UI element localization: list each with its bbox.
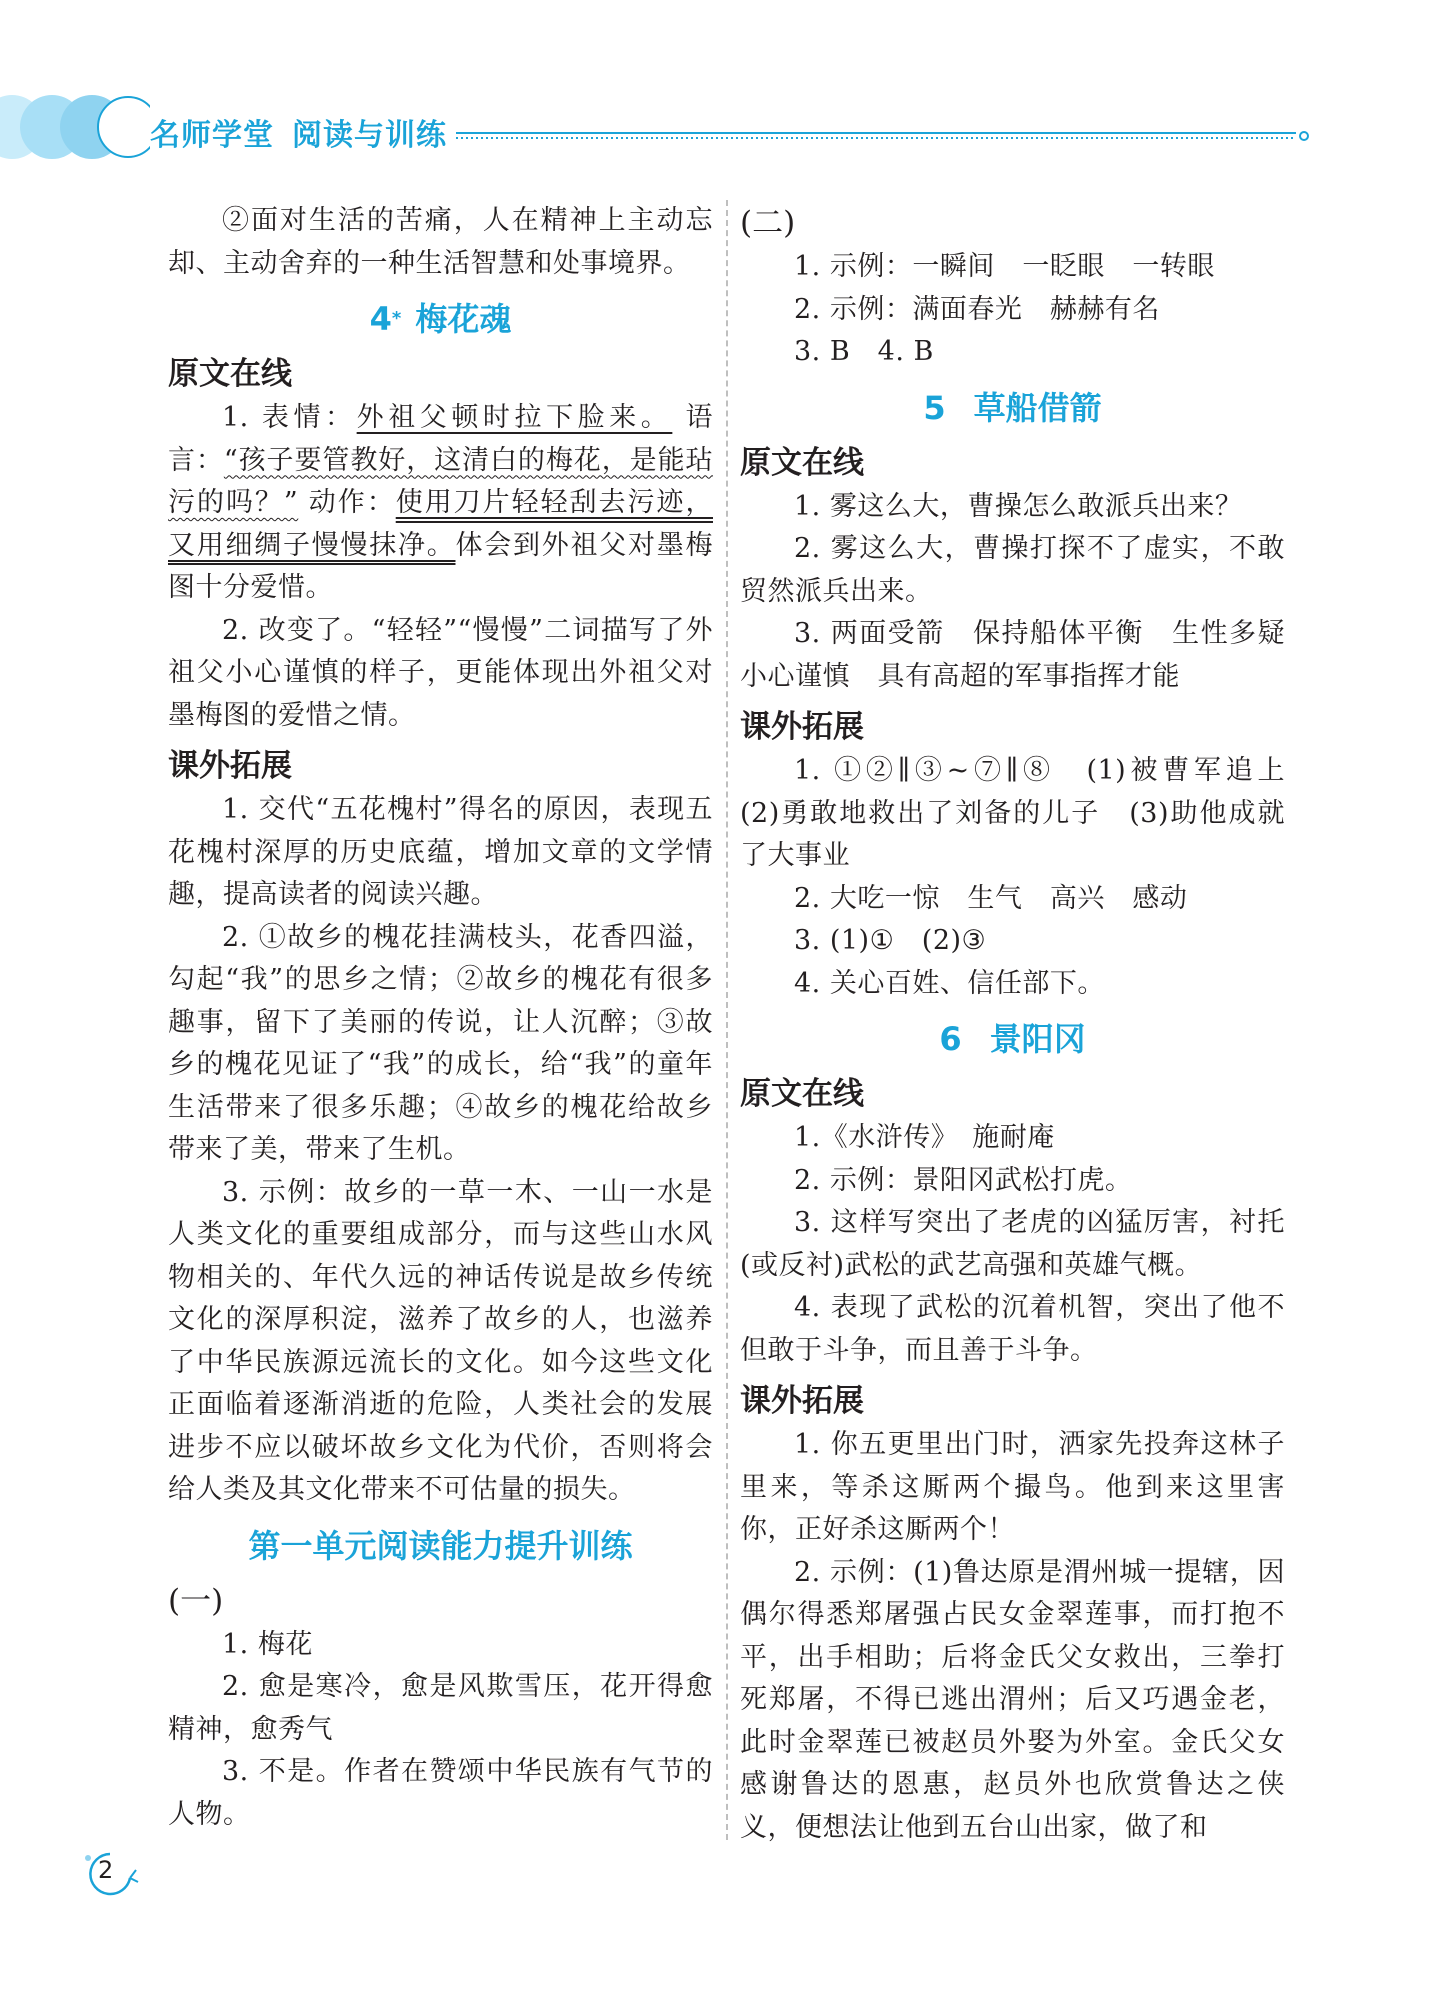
lesson-name: 梅花魂 bbox=[415, 300, 512, 338]
lesson-4-title bbox=[168, 295, 713, 343]
lesson-number: 5 bbox=[923, 388, 946, 427]
section-heading-yuanwen: 原文在线 bbox=[740, 444, 864, 481]
answer-item-2: 2. 示例：(1)鲁达原是渭州城一提辖，因偶尔得悉郑屠强占民女金翠莲事，而打抱不平，出手相助；后将金氏父女救出，三拳打死郑屠，不得已逃出渭州；后又巧遇金老，此时金翠莲已被赵员外娶为外室。金氏父女感谢鲁达的恩惠，赵员外也欣赏鲁达之侠义，便想法让他到五台山出家，做了和 bbox=[740, 1556, 1285, 1843]
answer-item-2: 2. 改变了。“轻轻”“慢慢”二词描写了外祖父小心谨慎的样子，更能体现出外祖父对墨梅图的爱惜之情。 bbox=[168, 614, 713, 731]
answer-item-2: 2. 愈是寒冷，愈是风欺雪压，花开得愈精神，愈秀气 bbox=[168, 1671, 713, 1745]
book-subtitle: 阅读与训练 bbox=[292, 118, 447, 153]
section-heading-yuanwen: 原文在线 bbox=[168, 356, 292, 392]
answer-item-1: 1. 示例：一瞬间 一眨眼 一转眼 bbox=[794, 251, 1215, 282]
wavy-underlined-language: “孩子要管教好，这清白的梅花，是能玷污的吗？” bbox=[168, 444, 714, 518]
conclusion-text: 体会到外祖父对墨梅图十分爱惜。 bbox=[168, 529, 713, 603]
section-heading-kewai: 课外拓展 bbox=[168, 748, 292, 784]
answer-item-2: 2. 大吃一惊 生气 高兴 感动 bbox=[794, 882, 1188, 914]
header-bubbles-decoration bbox=[0, 92, 150, 162]
answer-item-1: 1. 交代“五花槐村”得名的原因，表现五花槐村深厚的历史底蕴，增加文章的文学情趣，提高读者的阅读兴趣。 bbox=[168, 794, 713, 910]
label-expression: 1. 表情： bbox=[222, 402, 357, 433]
section-heading-kewai: 课外拓展 bbox=[740, 709, 864, 745]
answer-item-3-4: 3. B 4. B bbox=[794, 336, 934, 367]
answer-paragraph: ②面对生活的苦痛，人在精神上主动忘却、主动舍弃的一种生活智慧和处事境界。 bbox=[168, 205, 713, 279]
answer-item-4: 4. 关心百姓、信任部下。 bbox=[794, 967, 1105, 999]
part-heading-1: (一) bbox=[168, 1582, 224, 1619]
answer-item-3: 3. 示例：故乡的一草一木、一山一水是人类文化的重要组成部分，而与这些山水风物相关的、年代久远的神话传说是故乡传统文化的深厚积淀，滋养了故乡的人，也滋养了中华民族源远流长的文化。如今这些文化正面临着逐渐消逝的危险，人类社会的发展进步不应以破坏故乡文化为代价，否则将会给人类及其文化带来不可估量的损失。 bbox=[168, 1176, 713, 1505]
answer-item-1 bbox=[168, 397, 713, 610]
double-underlined-action: 使用刀片轻轻刮去污迹，又用细绸子慢慢抹净。 bbox=[168, 487, 713, 561]
answer-item-1: 1. 你五更里出门时，洒家先投奔这林子里来，等杀这厮两个撮鸟。他到来这里害你，正好杀这厮两个！ bbox=[740, 1429, 1285, 1545]
brand-name: 名师学堂 bbox=[150, 118, 274, 153]
lesson-name: 草船借箭 bbox=[973, 388, 1102, 427]
answer-item-3: 3. 这样写突出了老虎的凶猛厉害，衬托(或反衬)武松的武艺高强和英雄气概。 bbox=[740, 1207, 1285, 1281]
section-heading-kewai: 课外拓展 bbox=[740, 1383, 864, 1419]
page-number-badge bbox=[80, 1848, 140, 1898]
lesson-number: 4 bbox=[369, 300, 392, 338]
answer-item-2: 2. 雾这么大，曹操打探不了虚实，不敢贸然派兵出来。 bbox=[740, 533, 1285, 607]
lesson-5-title bbox=[740, 384, 1285, 432]
answer-item-2: 2. ①故乡的槐花挂满枝头，花香四溢，勾起“我”的思乡之情；②故乡的槐花有很多趣事，留下了美丽的传说，让人沉醉；③故乡的槐花见证了“我”的成长，给“我”的童年生活带来了很多乐趣；④故乡的槐花给故乡带来了美，带来了生机。 bbox=[168, 921, 713, 1165]
answer-item-1: 1.《水浒传》 施耐庵 bbox=[794, 1122, 1055, 1153]
page-number: 2 bbox=[98, 1856, 114, 1884]
lesson-name: 景阳冈 bbox=[989, 1020, 1086, 1058]
page-header bbox=[0, 92, 1443, 162]
column-divider bbox=[726, 200, 728, 1840]
label-action: 动作： bbox=[298, 487, 396, 518]
answer-item-1: 1. ①②∥③~⑦∥⑧ (1)被曹军追上 (2)勇敢地救出了刘备的儿子 (3)助他成就了大事业 bbox=[740, 755, 1313, 871]
answer-item-1: 1. 梅花 bbox=[222, 1628, 313, 1660]
header-rule bbox=[456, 130, 1316, 142]
optional-mark: * bbox=[391, 308, 402, 329]
unit-training-title: 第一单元阅读能力提升训练 bbox=[248, 1526, 633, 1565]
answer-item-3: 3. 两面受箭 保持船体平衡 生性多疑 小心谨慎 具有高超的军事指挥才能 bbox=[740, 618, 1313, 692]
left-column bbox=[168, 200, 713, 1836]
answer-item-3: 3. (1)① (2)③ bbox=[794, 925, 987, 956]
answer-item-3: 3. 不是。作者在赞颂中华民族有气节的人物。 bbox=[168, 1756, 713, 1830]
section-heading-yuanwen: 原文在线 bbox=[740, 1076, 864, 1112]
underlined-expression: 外祖父顿时拉下脸来。 bbox=[356, 402, 673, 433]
label-language: 语言： bbox=[168, 402, 714, 476]
lesson-number: 6 bbox=[939, 1020, 962, 1058]
header-title bbox=[150, 110, 465, 154]
answer-item-1: 1. 雾这么大，曹操怎么敢派兵出来？ bbox=[794, 490, 1243, 522]
answer-item-4: 4. 表现了武松的沉着机智，突出了他不但敢于斗争，而且善于斗争。 bbox=[740, 1292, 1285, 1366]
right-column bbox=[740, 200, 1313, 1849]
answer-item-2: 2. 示例：满面春光 赫赫有名 bbox=[794, 293, 1160, 325]
part-heading-2: (二) bbox=[740, 205, 796, 241]
lesson-6-title bbox=[740, 1015, 1285, 1063]
answer-item-2: 2. 示例：景阳冈武松打虎。 bbox=[794, 1164, 1133, 1196]
